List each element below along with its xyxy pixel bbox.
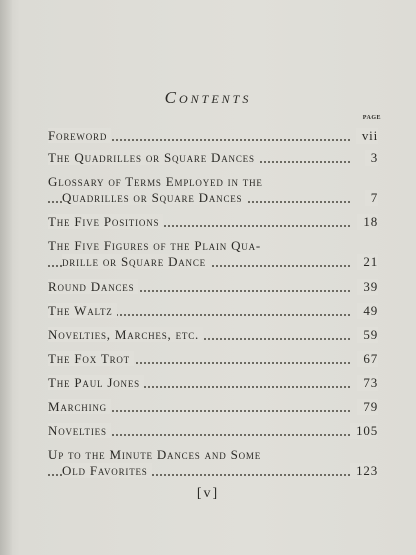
toc-entry-title: Novelties: [48, 423, 111, 438]
toc-entry: [48, 423, 378, 439]
toc-entry-title: The Paul Jones: [48, 375, 144, 390]
toc-entry-title: Novelties, Marches, etc.: [48, 327, 203, 342]
toc-entry: [48, 303, 378, 319]
toc-entry: [48, 351, 378, 367]
contents-heading: Contents: [164, 88, 252, 107]
toc-entry-title: The Waltz: [48, 303, 117, 318]
toc-entry-title: The Five Positions: [48, 214, 163, 229]
toc-entry-title: Round Dances: [48, 279, 138, 294]
toc-entry-title: The Five Figures of the Plain Qua-: [48, 238, 262, 253]
toc-entry-page: 67: [357, 351, 378, 367]
toc-entry-page: 73: [357, 375, 378, 391]
toc-entry-page: 105: [350, 423, 378, 439]
toc-entry-title: Foreword: [48, 128, 111, 143]
toc-entry-page: 21: [357, 254, 378, 270]
toc-entry-title-continued: Old Favorites: [62, 463, 152, 478]
toc-entry-title-continued: Quadrilles or Square Dances: [62, 190, 246, 205]
toc-entry-page: 3: [365, 150, 378, 166]
toc-entry-page: 59: [357, 327, 378, 343]
toc-entry: [48, 327, 378, 343]
toc-entry-page: 79: [357, 399, 378, 415]
toc-entry: [48, 279, 378, 295]
toc-entry-page: 18: [357, 214, 378, 230]
toc-entry: [48, 150, 378, 166]
page-folio: [v]: [196, 486, 220, 501]
toc-entry: [48, 375, 378, 391]
toc-entry-title: Marching: [48, 399, 111, 414]
toc-entry: [48, 128, 378, 144]
toc-entry: [48, 174, 378, 206]
page-column-label: PAGE: [362, 115, 381, 121]
toc-entry: [48, 399, 378, 415]
toc-entry: [48, 214, 378, 230]
toc-entry-page: 49: [357, 303, 378, 319]
toc-entry: [48, 447, 378, 479]
toc-entry-title: Glossary of Terms Employed in the: [48, 174, 263, 189]
toc-entry-page: 7: [365, 190, 378, 206]
toc-entry: [48, 238, 378, 270]
toc-entry-title: The Fox Trot: [48, 351, 134, 366]
book-gutter: [0, 0, 12, 555]
toc-entry-page: 39: [357, 279, 378, 295]
toc-entry-title-continued: drille or Square Dance: [62, 254, 210, 269]
toc-entry-title: The Quadrilles or Square Dances: [48, 150, 259, 165]
toc-entry-page: 123: [350, 463, 378, 479]
toc-entry-page: vii: [356, 128, 378, 144]
toc-entry-title: Up to the Minute Dances and Some: [48, 447, 261, 462]
